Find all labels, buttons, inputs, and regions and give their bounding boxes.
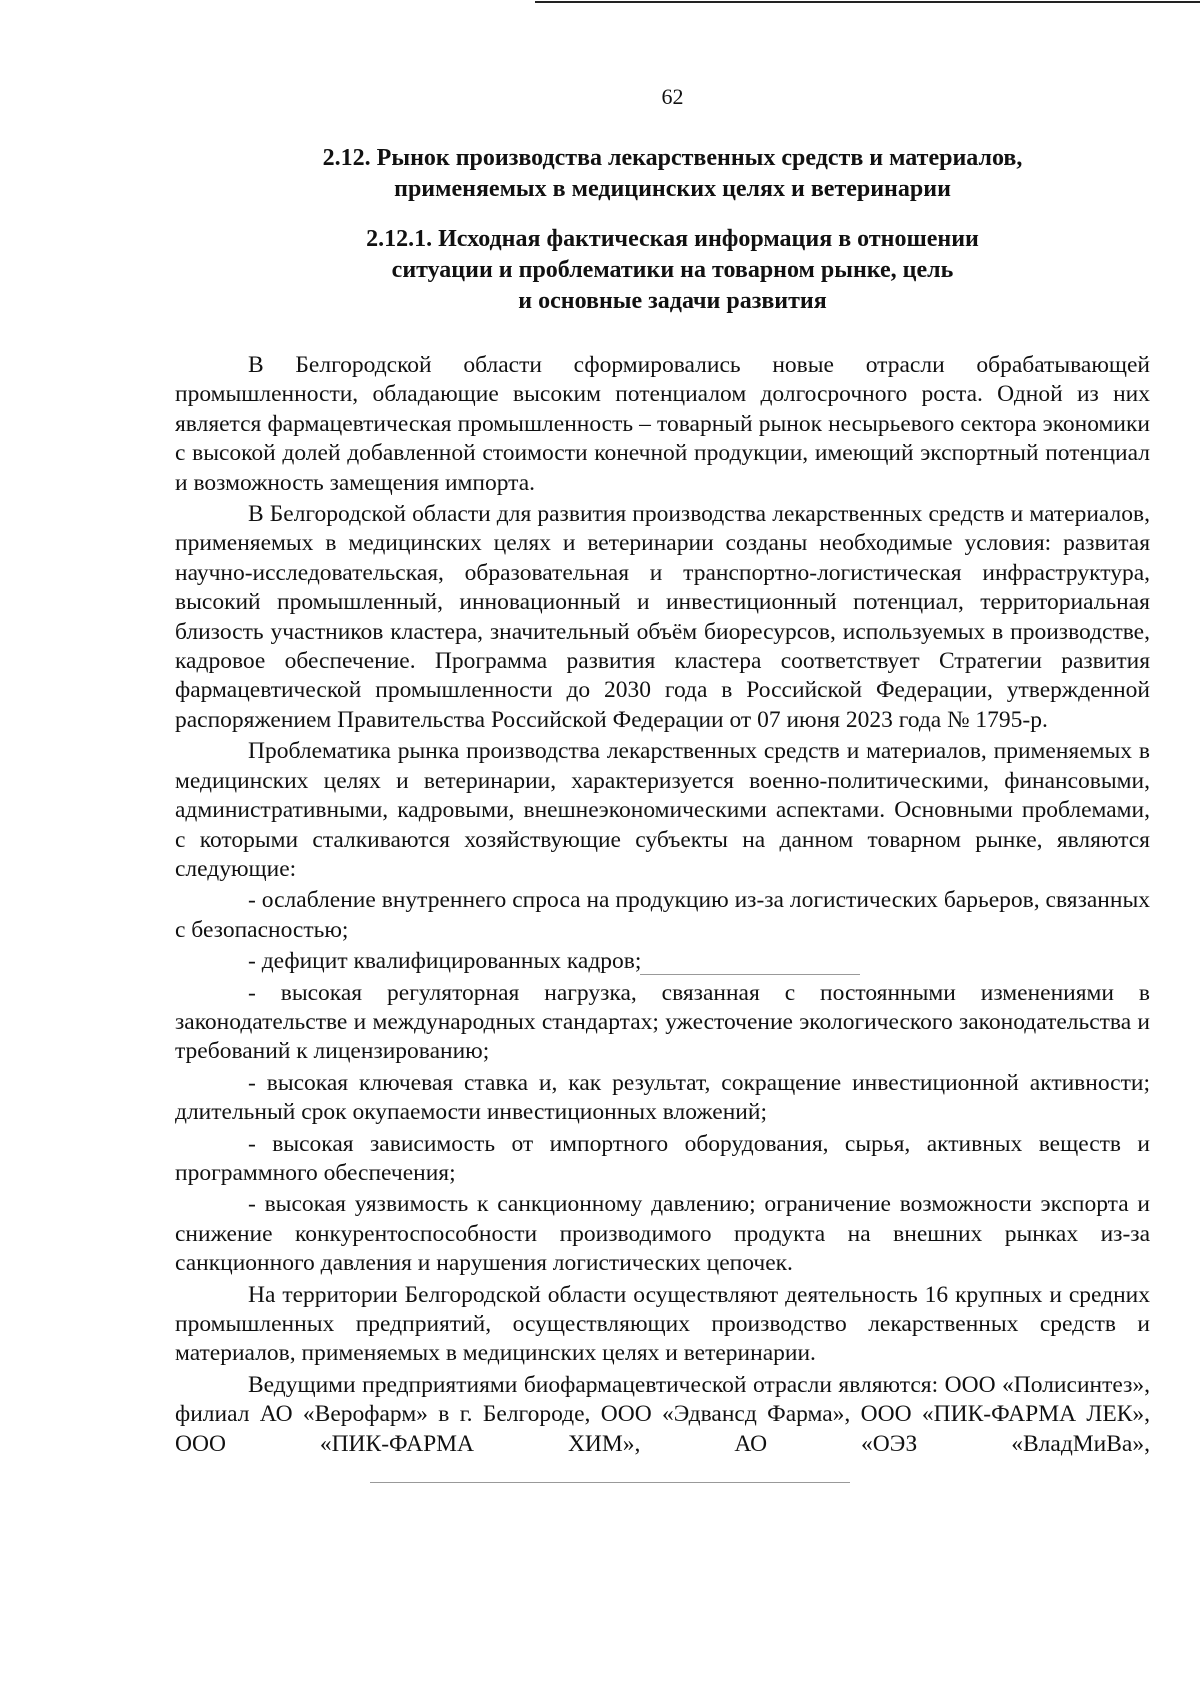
subsection-title-line-3: и основные задачи развития [518, 288, 827, 314]
list-item-sanctions: - высокая уязвимость к санкционному давлению; ограничение возможности экспорта и снижение конкурентоспособности производимого продукта на внешних рынках из-за санкционного давления и нарушения логистических цепочек. [175, 1191, 1150, 1277]
section-title-line-1: 2.12. Рынок производства лекарственных средств и материалов, [322, 145, 1023, 171]
section-title-line-2: применяемых в медицинских целях и ветеринарии [394, 176, 951, 202]
section-title [175, 143, 1150, 205]
subsection-title-line-1: 2.12.1. Исходная фактическая информация в отношении [366, 226, 979, 252]
body-text [175, 351, 1150, 1459]
list-item-demand: - ослабление внутреннего спроса на продукцию из-за логистических барьеров, связанных с безопасностью; [175, 887, 1150, 943]
paragraph-leading-enterprises: Ведущими предприятиями биофармацевтической отрасли являются: ООО «Полисинтез», филиал АО «Верофарм» в г. Белгороде, ООО «Эдвансд Фарма», ООО «ПИК-ФАРМА ЛЕК», ООО «ПИК-ФАРМА ХИМ», АО «ОЭЗ «ВладМиВа», [175, 1371, 1150, 1457]
subsection-title-line-2: ситуации и проблематики на товарном рынке, цель [391, 257, 954, 283]
paragraph-conditions: В Белгородской области для развития производства лекарственных средств и материалов, применяемых в медицинских целях и ветеринарии созданы необходимые условия: развитая научно-исследовательская, образовательная и транспортно-логистическая инфраструктура, высокий промышленный, инновационный и инвестиционный потенциал, территориальная близость участников кластера, значительный объём биоресурсов, используемых в производстве, кадровое обеспечение. Программа развития кластера соответствует Стратегии развития фармацевтической промышленности до 2030 года в Российской Федерации, утвержденной распоряжением Правительства Российской Федерации от 07 июня 2023 года № 1795-р. [175, 501, 1150, 733]
paragraph-problems: Проблематика рынка производства лекарственных средств и материалов, применяемых в медицинских целях и ветеринарии, характеризуется военно-политическими, финансовыми, административными, кадровыми, внешнеэкономическими аспектами. Основными проблемами, с которыми сталкиваются хозяйствующие субъекты на данном товарном рынке, являются следующие: [175, 738, 1150, 882]
scan-artifact-line [640, 974, 860, 975]
scan-artifact-line [370, 1482, 850, 1483]
subsection-title [175, 224, 1150, 317]
list-item-regulation: - высокая регуляторная нагрузка, связанная с постоянными изменениями в законодательстве и международных стандартах; ужесточение экологического законодательства и требований к лицензированию; [175, 979, 1150, 1065]
paragraph-intro: В Белгородской области сформировались новые отрасли обрабатывающей промышленности, обладающие высоким потенциалом долгосрочного роста. Одной из них является фармацевтическая промышленность – товарный рынок несырьевого сектора экономики с высокой долей добавленной стоимости конечной продукции, имеющий экспортный потенциал и возможность замещения импорта. [175, 352, 1150, 496]
list-item-staff: - дефицит квалифицированных кадров; [248, 948, 642, 975]
document-page [175, 70, 1150, 1461]
paragraph-enterprises: На территории Белгородской области осуществляют деятельность 16 крупных и средних промышленных предприятий, осуществляющих производство лекарственных средств и материалов, применяемых в медицинских целях и ветеринарии. [175, 1281, 1150, 1367]
page-number: 62 [661, 84, 684, 109]
list-item-import-dependence: - высокая зависимость от импортного оборудования, сырья, активных веществ и программного обеспечения; [175, 1130, 1150, 1186]
scan-top-edge-line [535, 1, 1200, 3]
list-item-key-rate: - высокая ключевая ставка и, как результат, сокращение инвестиционной активности; длительный срок окупаемости инвестиционных вложений; [175, 1069, 1150, 1126]
